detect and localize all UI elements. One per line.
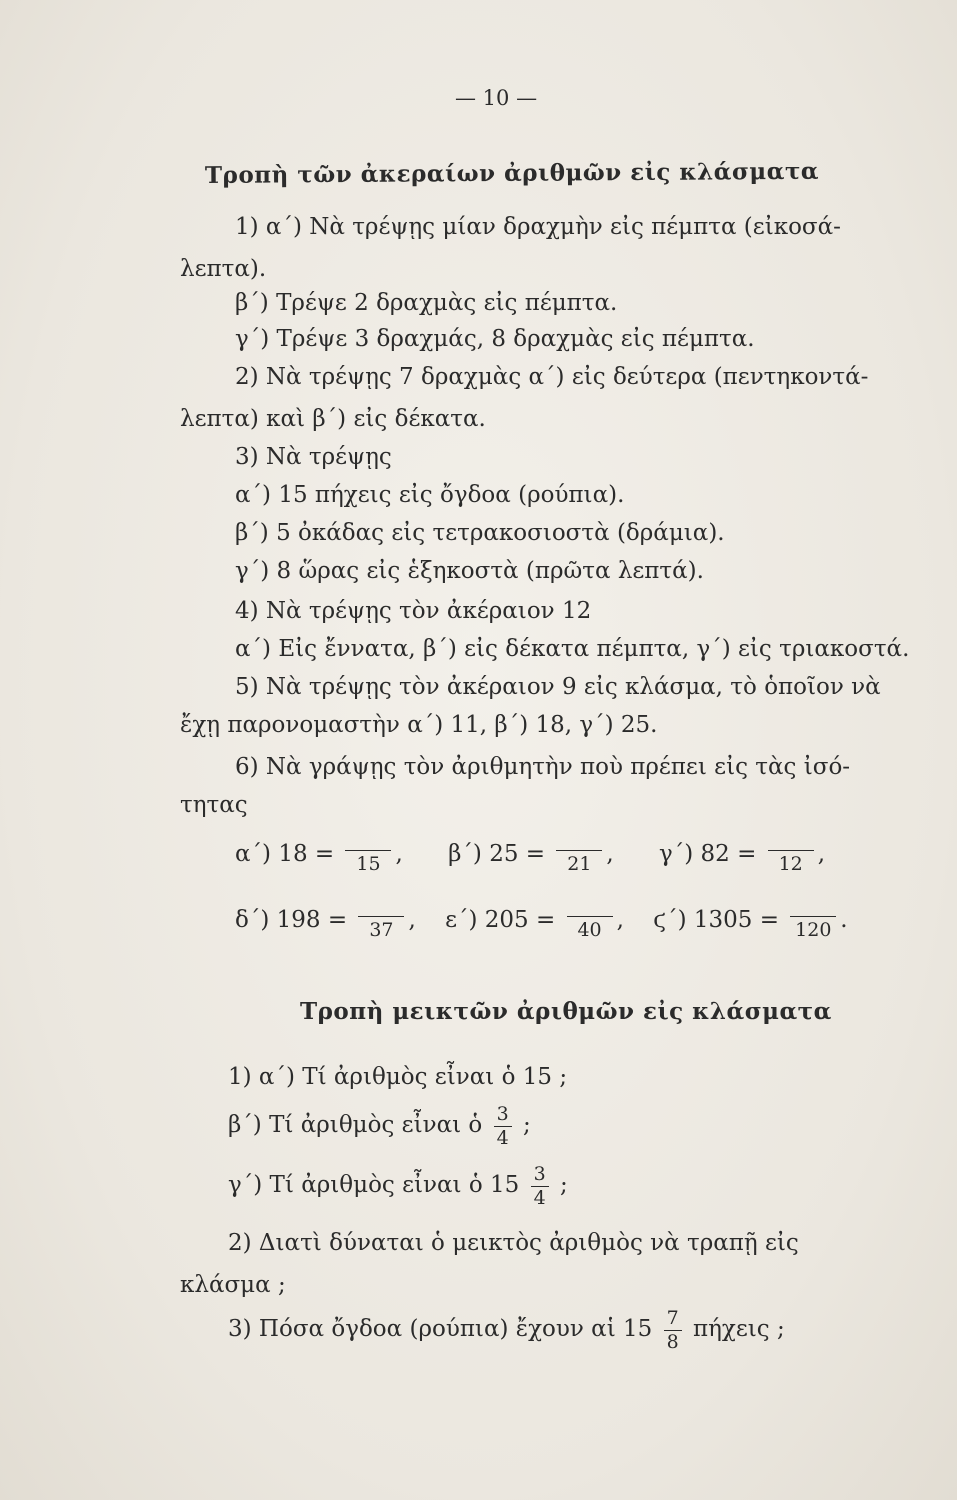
- equality-label: β΄) 25 =: [448, 841, 546, 867]
- missing-numerator-fraction: [358, 902, 404, 940]
- exercise-line: β΄) 5 ὀκάδας εἰς τετρακοσιοστὰ (δράμια).: [235, 520, 725, 546]
- fraction: [494, 1102, 512, 1149]
- missing-numerator-fraction: [345, 836, 391, 874]
- missing-numerator-fraction: [768, 836, 814, 874]
- page-number: — 10 —: [455, 86, 538, 110]
- denominator: 40: [577, 919, 602, 941]
- exercise-line: 2) Νὰ τρέψῃς 7 δραχμὰς α΄) εἰς δεύτερα (πεντηκοντά-: [235, 364, 869, 390]
- equality-item: [235, 900, 416, 940]
- exercise-line: τητας: [180, 792, 248, 818]
- question-3: [228, 1304, 785, 1354]
- exercise-line: 3) Νὰ τρέψῃς: [235, 444, 392, 470]
- question-text: β΄) Τί ἀριθμὸς εἶναι ὁ: [228, 1112, 483, 1138]
- question-mark: ;: [560, 1172, 568, 1198]
- equality-label: ε΄) 205 =: [445, 907, 556, 933]
- denominator: 12: [778, 853, 803, 875]
- denominator: 4: [496, 1126, 509, 1149]
- exercise-line: α΄) Εἰς ἔννατα, β΄) εἰς δέκατα πέμπτα, γ΄) εἰς τριακοστά.: [235, 636, 910, 662]
- question-2-line-1: 2) Διατὶ δύναται ὁ μεικτὸς ἀριθμὸς νὰ τραπῇ εἰς: [228, 1230, 799, 1256]
- question-1c: [228, 1160, 568, 1210]
- equality-item: [659, 834, 825, 874]
- equalities-row-1: [235, 834, 825, 874]
- equality-label: ϛ΄) 1305 =: [653, 907, 779, 933]
- equality-label: α΄) 18 =: [235, 841, 335, 867]
- section-title-integers: Τροπὴ τῶν ἀκεραίων ἀριθμῶν εἰς κλάσματα: [204, 157, 820, 189]
- equality-label: γ΄) 82 =: [658, 841, 757, 867]
- exercise-line: γ΄) 8 ὥρας εἰς ἑξηκοστὰ (πρῶτα λεπτά).: [235, 558, 704, 584]
- equality-item: [235, 834, 403, 874]
- separator: .: [840, 907, 848, 933]
- exercise-line: β΄) Τρέψε 2 δραχμὰς εἰς πέμπτα.: [235, 290, 618, 316]
- equality-item: [448, 834, 614, 874]
- equality-item: [445, 900, 624, 940]
- denominator: 4: [533, 1186, 546, 1209]
- question-1a: 1) α΄) Τί ἀριθμὸς εἶναι ὁ 15 ;: [228, 1064, 568, 1090]
- exercise-line: 6) Νὰ γράψῃς τὸν ἀριθμητὴν ποὺ πρέπει εἰς τὰς ἰσό-: [235, 754, 851, 780]
- equalities-row-2: [235, 900, 848, 940]
- denominator: 21: [567, 853, 592, 875]
- separator: ,: [408, 907, 416, 933]
- fraction: [664, 1306, 682, 1353]
- denominator: 8: [666, 1330, 679, 1353]
- fraction: [531, 1162, 549, 1209]
- separator: ,: [606, 841, 614, 867]
- exercise-line: 5) Νὰ τρέψῃς τὸν ἀκέραιον 9 εἰς κλάσμα, τὸ ὁποῖον νὰ: [235, 674, 881, 700]
- question-mark: ;: [523, 1112, 531, 1138]
- denominator: 15: [356, 853, 381, 875]
- question-end: πήχεις ;: [693, 1316, 785, 1342]
- missing-numerator-fraction: [790, 902, 836, 940]
- question-text: 3) Πόσα ὄγδοα (ρούπια) ἔχουν αἱ 15: [228, 1316, 653, 1342]
- question-text: γ΄) Τί ἀριθμὸς εἶναι ὁ 15: [228, 1172, 520, 1198]
- missing-numerator-fraction: [556, 836, 602, 874]
- exercise-line: 4) Νὰ τρέψῃς τὸν ἀκέραιον 12: [235, 598, 592, 624]
- separator: ,: [817, 841, 825, 867]
- numerator: 3: [531, 1165, 549, 1187]
- exercise-line: ἔχῃ παρονομαστὴν α΄) 11, β΄) 18, γ΄) 25.: [180, 712, 658, 738]
- separator: ,: [395, 841, 403, 867]
- exercise-line: 1) α΄) Νὰ τρέψῃς μίαν δραχμὴν εἰς πέμπτα (εἰκοσά-: [235, 214, 841, 240]
- numerator: 3: [494, 1105, 512, 1127]
- question-2-line-2: κλάσμα ;: [180, 1272, 286, 1298]
- section-title-mixed-numbers: Τροπὴ μεικτῶν ἀριθμῶν εἰς κλάσματα: [300, 998, 832, 1025]
- denominator: 37: [369, 919, 394, 941]
- equality-label: δ΄) 198 =: [235, 907, 348, 933]
- equality-item: [653, 900, 847, 940]
- exercise-line: α΄) 15 πήχεις εἰς ὄγδοα (ρούπια).: [235, 482, 625, 508]
- exercise-line: γ΄) Τρέψε 3 δραχμάς, 8 δραχμὰς εἰς πέμπτα.: [235, 326, 755, 352]
- denominator: 120: [795, 919, 832, 941]
- numerator: 7: [664, 1309, 682, 1331]
- missing-numerator-fraction: [567, 902, 613, 940]
- question-1b: [228, 1100, 531, 1150]
- exercise-line: λεπτα).: [180, 256, 267, 282]
- separator: ,: [616, 907, 624, 933]
- exercise-line: λεπτα) καὶ β΄) εἰς δέκατα.: [180, 406, 486, 432]
